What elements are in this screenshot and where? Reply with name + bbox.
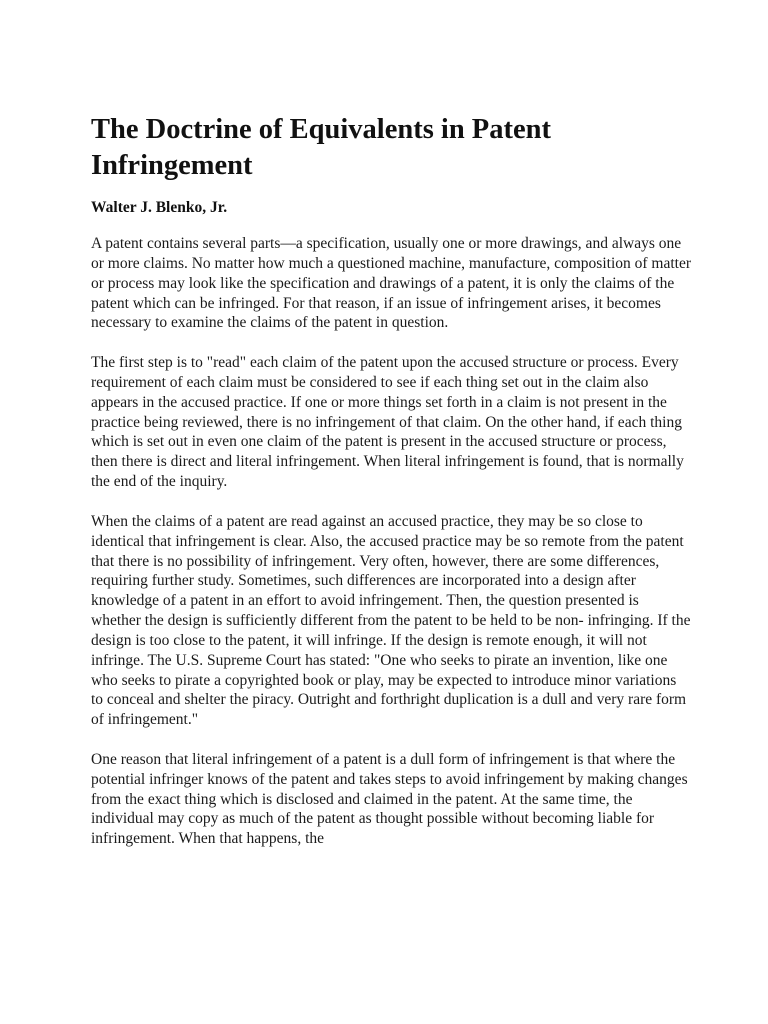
paragraph-1: A patent contains several parts—a specification, usually one or more drawings, and always one or more claims. No matter how much a questioned machine, manufacture, composition of matter or process may look like the specification and drawings of a patent, it is only the claims of the patent which can be infringed. For that reason, if an issue of infringement arises, it becomes necessary to examine the claims of the patent in question. xyxy=(91,235,692,332)
paragraph-2: The first step is to "read" each claim of the patent upon the accused structure or process. Every requirement of each claim must be considered to see if each thing set out in the claim also appears in the accused practice. If one or more things set forth in a claim is not present in the practice being reviewed, there is no infringement of that claim. On the other hand, if each thing which is set out in even one claim of the patent is present in the accused structure or process, then there is direct and literal infringement. When literal infringement is found, that is normally the end of the inquiry. xyxy=(91,354,684,491)
document-title: The Doctrine of Equivalents in Patent Infringement xyxy=(91,114,551,181)
document-page xyxy=(91,112,691,869)
paragraph-4: One reason that literal infringement of a patent is a dull form of infringement is that where the potential infringer knows of the patent and takes steps to avoid infringement by making changes from the exact thing which is disclosed and claimed in the patent. At the same time, the individual may copy as much of the patent as thought possible without becoming liable for infringement. When that happens, the xyxy=(91,750,688,848)
document-author: Walter J. Blenko, Jr. xyxy=(91,199,228,216)
paragraph-3: When the claims of a patent are read against an accused practice, they may be so close to identical that infringement is clear. Also, the accused practice may be so remote from the patent that there is no possibility of infringement. Very often, however, there are some differences, requiring further study. Sometimes, such differences are incorporated into a design after knowledge of a patent in an effort to avoid infringement. Then, the question presented is whether the design is sufficiently different from the patent to be held to be non- infringing. If the design is too close to the patent, it will infringe. If the design is remote enough, it will not infringe. The U.S. Supreme Court has stated: "One who seeks to pirate an invention, like one who seeks to pirate a copyrighted book or play, may be expected to introduce minor variations to conceal and shelter the piracy. Outright and forthright duplication is a dull and very rare form of infringement." xyxy=(91,512,691,729)
